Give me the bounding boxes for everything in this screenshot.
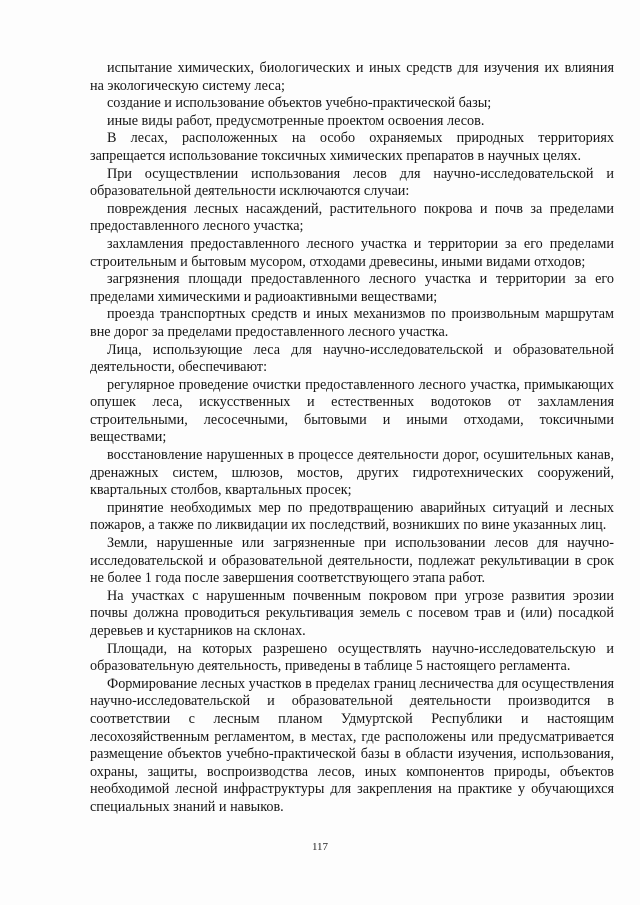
paragraph: испытание химических, биологических и иных средств для изучения их влияния на экологическую систему леса; (90, 60, 614, 94)
paragraph: регулярное проведение очистки предоставленного лесного участка, примыкающих опушек леса, искусственных и естественных водотоков от захламления строительными, лесосечными, бытовыми и иными отходами, токсичными веществами; (90, 376, 614, 446)
paragraph: принятие необходимых мер по предотвращению аварийных ситуаций и лесных пожаров, а также по ликвидации их последствий, возникших по вине указанных лиц. (90, 499, 614, 534)
paragraph: восстановление нарушенных в процессе деятельности дорог, осушительных канав, дренажных систем, шлюзов, мостов, других гидротехнических сооружений, квартальных столбов, квартальных просек; (90, 447, 614, 499)
paragraph: иные виды работ, предусмотренные проектом освоения лесов. (107, 112, 485, 129)
paragraph: Земли, нарушенные или загрязненные при использовании лесов для научно-исследовательской и образовательной деятельности, подлежат рекультивации в срок не более 1 года после завершения соответствующего этапа работ. (90, 535, 614, 587)
paragraph: В лесах, расположенных на особо охраняемых природных территориях запрещается использование токсичных химических препаратов в научных целях. (90, 130, 614, 164)
paragraph: проезда транспортных средств и иных механизмов по произвольным маршрутам вне дорог за пределами предоставленного лесного участка. (90, 306, 614, 340)
paragraph: загрязнения площади предоставленного лесного участка и территории за его пределами химическими и радиоактивными веществами; (90, 271, 614, 305)
paragraph: Формирование лесных участков в пределах границ лесничества для осуществления научно-исследовательской и образовательной деятельности производится в соответствии с лесным планом Удмуртской Республики и настоящим лесохозяйственным регламентом, в местах, где расположены или предусматривается размещение объектов учебно-практической базы в области изучения, использования, охраны, защиты, воспроизводства лесов, иных компонентов природы, объектов необходимой лесной инфраструктуры для закрепления на практике у обучающихся специальных знаний и навыков. (90, 675, 614, 815)
paragraph: повреждения лесных насаждений, растительного покрова и почв за пределами предоставленного лесного участка; (90, 200, 614, 235)
body-text (90, 60, 614, 817)
paragraph: При осуществлении использования лесов для научно-исследовательской и образовательной деятельности исключаются случаи: (90, 165, 614, 200)
paragraph: Лица, использующие леса для научно-исследовательской и образовательной деятельности, обеспечивают: (90, 341, 614, 376)
paragraph: Площади, на которых разрешено осуществлять научно-исследовательскую и образовательную деятельность, приведены в таблице 5 настоящего регламента. (90, 640, 614, 675)
page-number: 117 (311, 841, 329, 853)
paragraph: захламления предоставленного лесного участка и территории за его пределами строительным и бытовым мусором, отходами древесины, иными видами отходов; (90, 235, 614, 270)
paragraph: создание и использование объектов учебно-практической базы; (107, 95, 492, 112)
paragraph: На участках с нарушенным почвенным покровом при угрозе развития эрозии почвы должна проводиться рекультивация земель с посевом трав и (или) посадкой деревьев и кустарников на склонах. (90, 587, 614, 639)
